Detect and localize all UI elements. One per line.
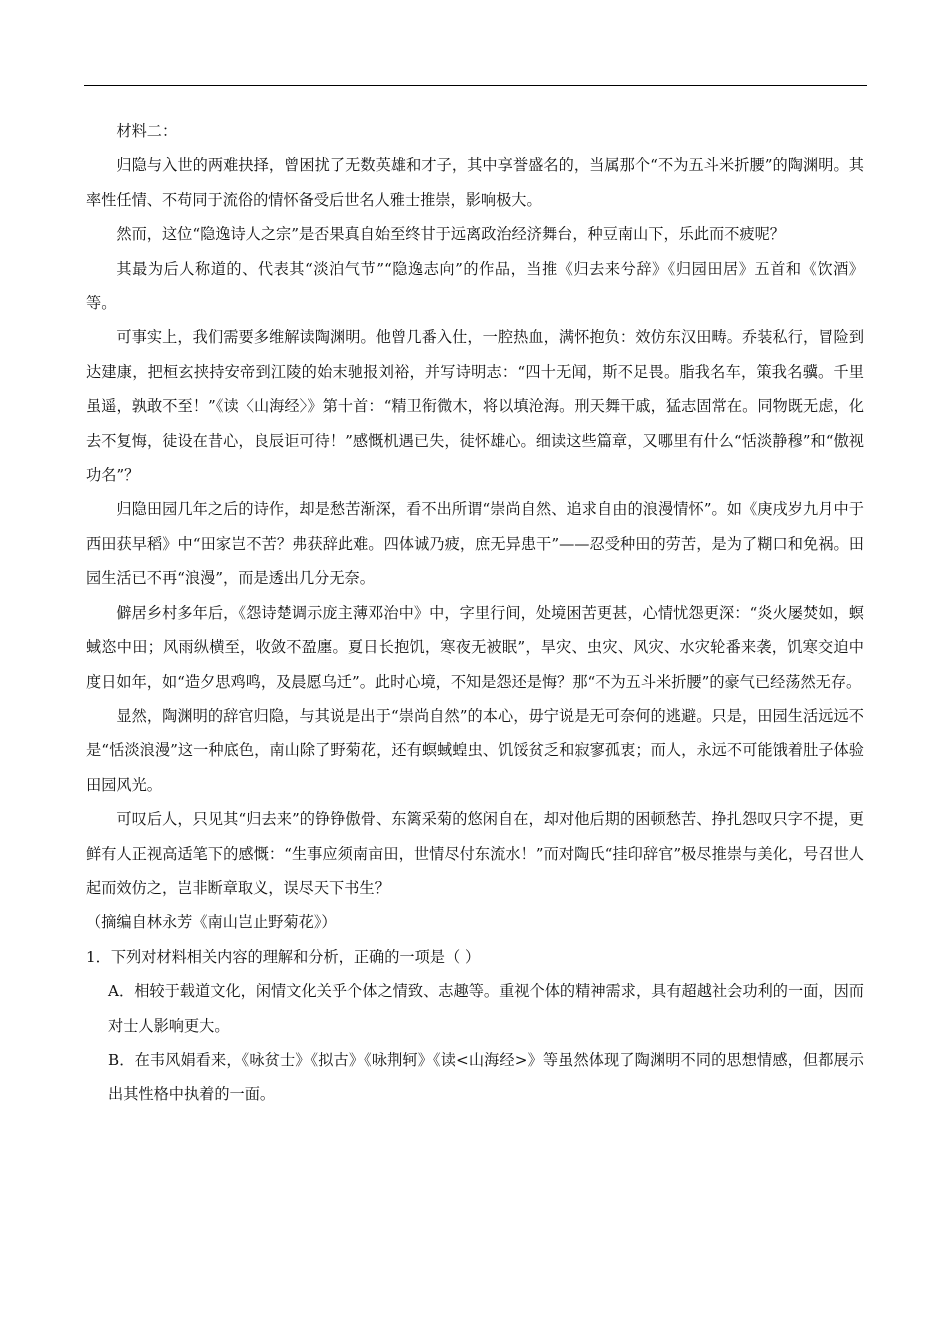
paragraph: 然而，这位“隐逸诗人之宗”是否果真自始至终甘于远离政治经济舞台，种豆南山下，乐此而不疲呢？ — [116, 225, 785, 244]
question-option-b: B．在韦风娟看来，《咏贫士》《拟古》《咏荆轲》《读<山海经>》等虽然体现了陶渊明不同的思想情感，但都展示出其性格中执着的一面。 — [108, 1050, 864, 1104]
question-stem: 1．下列对材料相关内容的理解和分析，正确的一项是（ ） — [86, 947, 481, 966]
header-rule — [84, 85, 867, 86]
section-heading: 材料二： — [116, 122, 178, 140]
paragraph: 显然，陶渊明的辞官归隐，与其说是出于“崇尚自然”的本心，毋宁说是无可奈何的逃避。只是，田园生活远远不是“恬淡浪漫”这一种底色，南山除了野菊花，还有螟蜮蝗虫、饥馁贫乏和寂寥孤衷；而人，永远不可能饿着肚子体验田园风光。 — [86, 706, 864, 794]
paragraph: 归隐田园几年之后的诗作，却是愁苦渐深，看不出所谓“崇尚自然、追求自由的浪漫情怀”。如《庚戌岁九月中于西田获早稻》中“田家岂不苦？弗获辞此难。四体诚乃疲，庶无异患干”——忍受种田的劳苦，是为了糊口和免祸。田园生活已不再“浪漫”，而是透出几分无奈。 — [86, 500, 864, 588]
paragraph: 僻居乡村多年后，《怨诗楚调示庞主薄邓治中》中，字里行间，处境困苦更甚，心情忧怨更深：“炎火屡焚如，螟蜮恣中田；风雨纵横至，收敛不盈廛。夏日长抱饥，寒夜无被眠”，旱灾、虫灾、风灾、水灾轮番来袭，饥寒交迫中度日如年，如“造夕思鸡鸣，及晨愿乌迁”。此时心境，不知是怨还是悔？那“不为五斗米折腰”的豪气已经荡然无存。 — [86, 603, 864, 691]
document-body — [86, 114, 864, 1112]
source-citation: （摘编自林永芳《南山岂止野菊花》） — [86, 913, 337, 932]
paragraph: 可叹后人，只见其“归去来”的铮铮傲骨、东篱采菊的悠闲自在，却对他后期的困顿愁苦、挣扎怨叹只字不提，更鲜有人正视高适笔下的感慨：“生事应须南亩田，世情尽付东流水！”而对陶氏“挂印辞官”极尽推崇与美化，号召世人起而效仿之，岂非断章取义，误尽天下书生？ — [86, 810, 864, 897]
paragraph: 其最为后人称道的、代表其“淡泊气节”“隐逸志向”的作品，当推《归去来兮辞》《归园田居》五首和《饮酒》等。 — [86, 259, 864, 313]
paragraph: 可事实上，我们需要多维解读陶渊明。他曾几番入仕，一腔热血，满怀抱负：效仿东汉田畴。乔装私行，冒险到达建康，把桓玄挟持安帝到江陵的始末驰报刘裕，并写诗明志：“四十无闻，斯不足畏。脂我名车，策我名骥。千里虽遥，孰敢不至！”《读〈山海经〉》第十首：“精卫衔微木，将以填沧海。刑天舞干戚，猛志固常在。同物既无虑，化去不复悔，徒设在昔心，良辰讵可待！”感慨机遇已失，徒怀雄心。细读这些篇章，又哪里有什么“恬淡静穆”和“傲视功名”？ — [86, 328, 864, 485]
question-option-a: A．相较于载道文化，闲情文化关乎个体之情致、志趣等。重视个体的精神需求，具有超越社会功利的一面，因而对士人影响更大。 — [108, 982, 864, 1035]
paragraph: 归隐与入世的两难抉择，曾困扰了无数英雄和才子，其中享誉盛名的，当属那个“不为五斗米折腰”的陶渊明。其率性任情、不苟同于流俗的情怀备受后世名人雅士推崇，影响极大。 — [86, 156, 864, 209]
